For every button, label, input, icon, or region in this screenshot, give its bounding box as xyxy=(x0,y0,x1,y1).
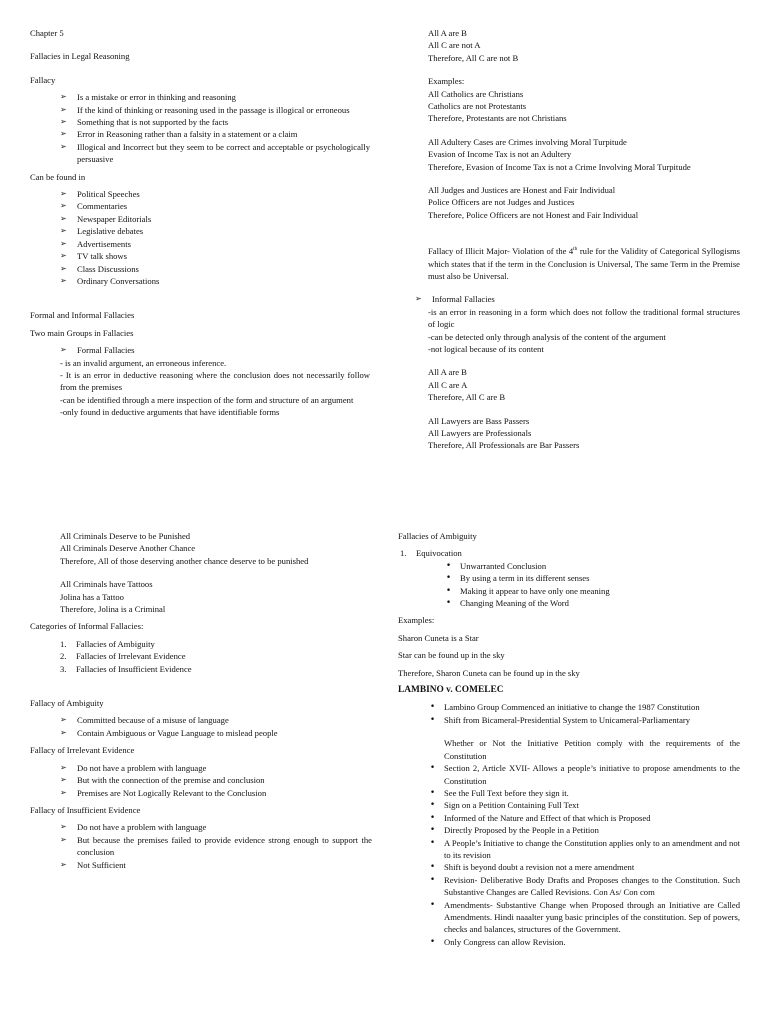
ambiguity-list xyxy=(30,714,372,739)
syllogism-line: All A are B xyxy=(428,367,467,378)
list-item: ➢ Something that is not supported by the facts xyxy=(60,116,370,128)
list-item: • Section 2, Article XVII- Allows a people’s initiative to propose amendments to the Constitution xyxy=(428,762,740,787)
found-list xyxy=(30,188,370,287)
two-groups-heading: Two main Groups in Fallacies xyxy=(30,327,134,338)
ambiguity-heading: Fallacy of Ambiguity xyxy=(30,698,104,709)
list-item: ➢ Not Sufficient xyxy=(60,859,372,871)
list-item: ➢ Committed because of a misuse of language xyxy=(60,714,372,726)
formal-line: -only found in deductive arguments that have identifiable forms xyxy=(60,407,280,418)
example-line: Therefore, Sharon Cuneta can be found up in the sky xyxy=(398,667,580,678)
case-question: Whether or Not the Initiative Petition comply with the requirements of the Constitution xyxy=(444,738,743,761)
case-title: LAMBINO v. COMELEC xyxy=(398,685,504,696)
formal-informal-heading: Formal and Informal Fallacies xyxy=(30,310,135,321)
list-item: ➢ Do not have a problem with language xyxy=(60,762,372,774)
informal-line: -is an error in reasoning in a form which does not follow the traditional formal structures of logic xyxy=(428,306,743,330)
list-item: • Sign on a Petition Containing Full Text xyxy=(428,799,740,811)
equivocation-label: 1. Equivocation xyxy=(400,548,462,559)
case-list xyxy=(398,701,743,948)
categories-list xyxy=(30,638,372,675)
syllogism-line: Therefore, All C are not B xyxy=(428,52,519,63)
chapter-subtitle: Fallacies in Legal Reasoning xyxy=(30,51,130,62)
list-item: ➢ Legislative debates xyxy=(60,225,370,237)
quadrant-top-right xyxy=(428,27,743,452)
found-heading: Can be found in xyxy=(30,171,86,182)
example-line: Star can be found up in the sky xyxy=(398,650,505,661)
list-item: • Making it appear to have only one meaning xyxy=(444,585,740,597)
list-item: ➢ Premises are Not Logically Relevant to the Conclusion xyxy=(60,787,372,799)
formal-fallacies-block xyxy=(30,344,373,418)
list-item: 3. Fallacies of Insufficient Evidence xyxy=(60,663,192,674)
list-item: • Shift is beyond doubt a revision not a mere amendment xyxy=(428,861,740,873)
example-line: Therefore, All of those deserving another chance deserve to be punished xyxy=(60,555,309,566)
example-line: Therefore, Protestants are not Christians xyxy=(428,113,567,124)
insufficient-heading: Fallacy of Insufficient Evidence xyxy=(30,804,141,815)
irrelevant-heading: Fallacy of Irrelevant Evidence xyxy=(30,745,135,756)
example-line: Catholics are not Protestants xyxy=(428,101,527,112)
examples-heading: Examples: xyxy=(398,615,435,626)
list-item: ➢ Commentaries xyxy=(60,200,370,212)
list-item: • Unwarranted Conclusion xyxy=(444,560,740,572)
formal-fallacies-label: ➢ Formal Fallacies xyxy=(60,344,370,356)
examples-heading: Examples: xyxy=(428,76,465,87)
list-item: ➢ Ordinary Conversations xyxy=(60,275,370,287)
fallacy-list xyxy=(30,91,370,165)
illicit-major-text-a: Fallacy of Illicit Major- Violation of the 4 xyxy=(428,246,574,257)
list-item: • Changing Meaning of the Word xyxy=(444,597,740,609)
informal-line: -can be detected only through analysis of the content of the argument xyxy=(428,331,666,342)
syllogism-line: Therefore, All C are B xyxy=(428,392,506,403)
example-line: Evasion of Income Tax is not an Adultery xyxy=(428,149,572,160)
example-line: Therefore, Police Officers are not Honest and Fair Individual xyxy=(428,209,639,220)
list-item: ➢ Do not have a problem with language xyxy=(60,821,372,833)
list-item: • Directly Proposed by the People in a Petition xyxy=(428,824,740,836)
formal-line: - is an invalid argument, an erroneous inference. xyxy=(60,357,227,368)
list-item: • Revision- Deliberative Body Drafts and Proposes changes to the Constitution. Such Substantive Changes are Called Revisions. Con As/ Con com xyxy=(428,874,740,899)
informal-fallacies-label: ➢ Informal Fallacies xyxy=(415,293,740,305)
example-line: All Judges and Justices are Honest and Fair Individual xyxy=(428,185,616,196)
example-line: Therefore, Jolina is a Criminal xyxy=(60,604,166,615)
quadrant-bottom-left xyxy=(30,530,372,871)
list-item: ➢ If the kind of thinking or reasoning used in the passage is illogical or erroneous xyxy=(60,104,370,116)
list-item: ➢ Class Discussions xyxy=(60,263,370,275)
syllogism-line: All A are B xyxy=(428,28,467,38)
list-item: • By using a term in its different senses xyxy=(444,572,740,584)
list-item: ➢ Newspaper Editorials xyxy=(60,213,370,225)
list-item: • See the Full Text before they sign it. xyxy=(428,787,740,799)
example-line: Jolina has a Tattoo xyxy=(60,591,124,602)
irrelevant-list xyxy=(30,762,372,799)
list-item: ➢ Advertisements xyxy=(60,238,370,250)
equivocation-list xyxy=(398,560,740,610)
example-line: All Criminals Deserve Another Chance xyxy=(60,543,196,554)
list-item: 1. Fallacies of Ambiguity xyxy=(60,638,155,649)
list-item: • A People’s Initiative to change the Constitution applies only to an amendment and not to its revision xyxy=(428,837,740,862)
list-item: ➢ Error in Reasoning rather than a falsity in a statement or a claim xyxy=(60,128,370,140)
insufficient-list xyxy=(30,821,372,871)
list-item: • Lambino Group Commenced an initiative to change the 1987 Constitution xyxy=(428,701,740,713)
quadrant-top-left xyxy=(30,27,373,419)
formal-line: - It is an error in deductive reasoning where the conclusion does not necessarily follow from the premises xyxy=(60,369,373,393)
fallacy-heading: Fallacy xyxy=(30,74,56,85)
list-item: • Shift from Bicameral-Presidential System to Unicameral-Parliamentary xyxy=(428,714,740,726)
quadrant-bottom-right xyxy=(398,530,743,948)
list-item: 2. Fallacies of Irrelevant Evidence xyxy=(60,651,186,662)
list-item: ➢ But because the premises failed to provide evidence strong enough to support the conclusion xyxy=(60,834,372,859)
syllogism-line: All C are A xyxy=(428,379,468,390)
chapter-title: Chapter 5 xyxy=(30,28,64,38)
example-line: Sharon Cuneta is a Star xyxy=(398,632,479,643)
example-line: All Adultery Cases are Crimes involving Moral Turpitude xyxy=(428,136,627,147)
list-item: • Only Congress can allow Revision. xyxy=(428,936,740,948)
categories-heading: Categories of Informal Fallacies: xyxy=(30,621,144,632)
example-line: All Criminals Deserve to be Punished xyxy=(60,531,191,541)
example-line: Therefore, Evasion of Income Tax is not a Crime Involving Moral Turpitude xyxy=(428,161,691,172)
example-line: All Criminals have Tattoos xyxy=(60,579,153,590)
list-item: • Informed of the Nature and Effect of that which is Proposed xyxy=(428,812,740,824)
illicit-major-text-b: rule for the Validity of Categorical Syllogisms which states that if the term in the Conclusion is Universal, The same Term in the Premise must also be Universal. xyxy=(428,246,743,281)
informal-fallacies-block xyxy=(415,293,743,355)
illicit-major-paragraph xyxy=(428,243,743,282)
illicit-major-superscript: th xyxy=(573,246,578,253)
example-line: All Lawyers are Professionals xyxy=(428,428,532,439)
list-item: • Amendments- Substantive Change when Proposed through an Initiative are Called Amendments. Hindi naaalter yung basic principles of the constitution. Sep of powers, checks and balances, structures of the Government. xyxy=(428,899,740,936)
example-line: All Lawyers are Bass Passers xyxy=(428,415,530,426)
example-line: Police Officers are not Judges and Justices xyxy=(428,197,575,208)
informal-line: -not logical because of its content xyxy=(428,343,544,354)
list-item: ➢ Illogical and Incorrect but they seem to be correct and acceptable or psychologically persuasive xyxy=(60,141,370,166)
list-item: ➢ But with the connection of the premise and conclusion xyxy=(60,774,372,786)
formal-line: -can be identified through a mere inspection of the form and structure of an argument xyxy=(60,394,354,405)
list-item: ➢ TV talk shows xyxy=(60,250,370,262)
ambiguity-fallacies-heading: Fallacies of Ambiguity xyxy=(398,531,477,541)
syllogism-line: All C are not A xyxy=(428,40,481,51)
example-line: All Catholics are Christians xyxy=(428,88,524,99)
list-item: ➢ Is a mistake or error in thinking and reasoning xyxy=(60,91,370,103)
list-item: ➢ Political Speeches xyxy=(60,188,370,200)
list-item: ➢ Contain Ambiguous or Vague Language to mislead people xyxy=(60,727,372,739)
example-line: Therefore, All Professionals are Bar Passers xyxy=(428,440,580,451)
